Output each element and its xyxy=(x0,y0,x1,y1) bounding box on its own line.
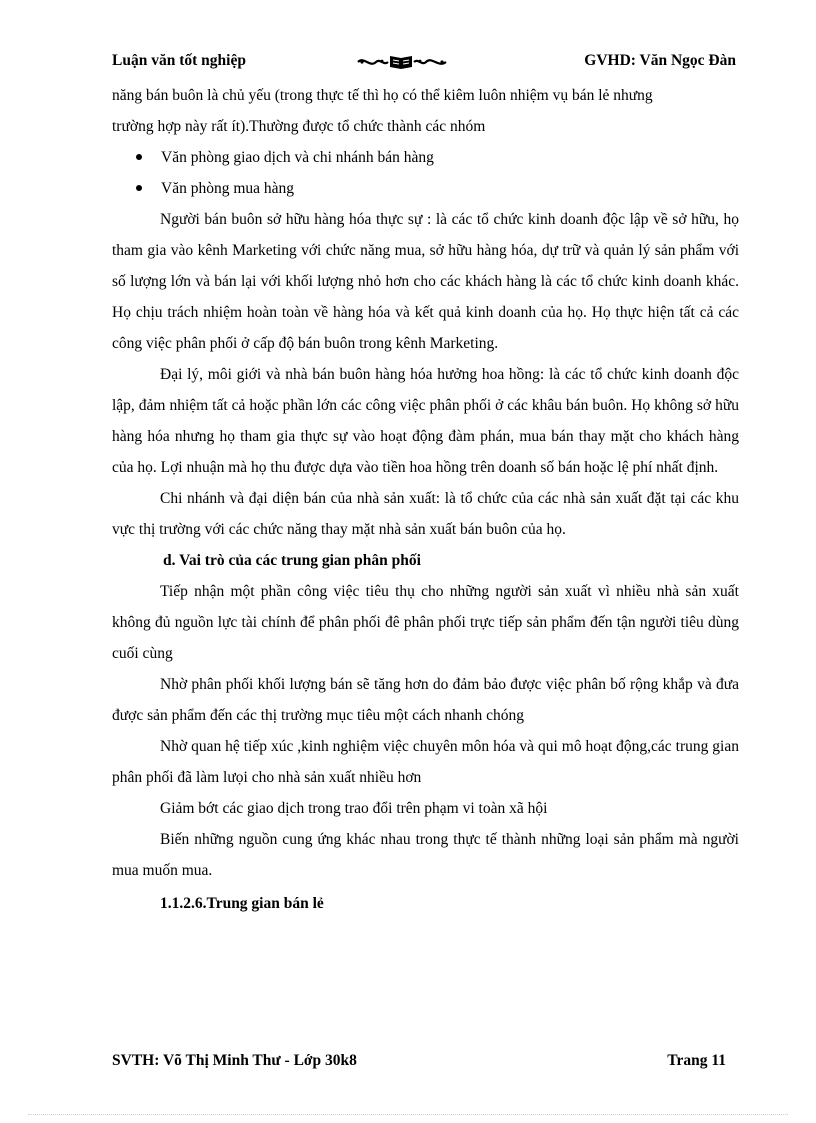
paragraph-role-2: Nhờ phân phối khối lượng bán sẽ tăng hơn do đảm bảo được việc phân bố rộng khắp và đưa được sản phẩm đến các thị trường mục tiêu một cách nhanh chóng xyxy=(112,676,739,724)
bullet-item-text: Văn phòng giao dịch và chi nhánh bán hàng xyxy=(161,149,434,166)
paragraph-role-3: Nhờ quan hệ tiếp xúc ,kinh nghiệm việc chuyên môn hóa và qui mô hoạt động,các trung gian phân phối đã làm lưọi cho nhà sản xuất nhiều hơn xyxy=(112,738,739,786)
paragraph-owner-wholesaler: Người bán buôn sở hữu hàng hóa thực sự : là các tổ chức kinh doanh độc lập về sở hữu, họ tham gia vào kênh Marketing với chức năng mua, sở hữu hàng hóa, dự trữ và quản lý sản phẩm với số lượng lớn và bán lại với khối lượng nhỏ hơn cho các khách hàng là các tổ chức kinh doanh khác. Họ chịu trách nhiệm hoàn toàn về hàng hóa và kết quả kinh doanh của họ. Họ thực hiện tất cả các công việc phân phối ở cấp độ bán buôn trong kênh Marketing. xyxy=(112,211,739,352)
subheading-role-of-intermediaries: d. Vai trò của các trung gian phân phối xyxy=(163,552,421,569)
document-body xyxy=(112,80,739,919)
paragraph-role-1: Tiếp nhận một phần công việc tiêu thụ cho những người sản xuất vì nhiều nhà sản xuất không đủ nguồn lực tài chính để phân phối đê phân phối trực tiếp sản phẩm đến tận người tiêu dùng cuối cùng xyxy=(112,583,739,662)
header-thesis-title: Luận văn tốt nghiệp xyxy=(112,52,246,69)
bullet-item-text: Văn phòng mua hàng xyxy=(161,180,295,197)
footer-page-number: Trang 11 xyxy=(667,1052,726,1069)
page-footer xyxy=(112,1052,726,1074)
paragraph-role-4: Giảm bớt các giao dịch trong trao đổi trên phạm vi toàn xã hội xyxy=(160,800,548,817)
footer-student: SVTH: Võ Thị Minh Thư - Lớp 30k8 xyxy=(112,1052,357,1069)
bullet-dot-icon xyxy=(136,154,142,160)
bullet-item xyxy=(112,173,739,204)
header-advisor: GVHD: Văn Ngọc Đàn xyxy=(584,52,736,69)
paragraph-role-5: Biến những nguồn cung ứng khác nhau trong thực tế thành những loại sản phẩm mà người mua muốn mua. xyxy=(112,831,739,879)
section-heading-retail: 1.1.2.6.Trung gian bán lẻ xyxy=(160,895,324,912)
paragraph-continuation-line2: trường hợp này rất ít).Thường được tổ chức thành các nhóm xyxy=(112,118,486,135)
bullet-item xyxy=(112,142,739,173)
paragraph-continuation-line1: năng bán buôn là chủ yếu (trong thực tế thì họ có thể kiêm luôn nhiệm vụ bán lẻ nhưng xyxy=(112,87,653,104)
paragraph-manufacturer-branches: Chi nhánh và đại diện bán của nhà sản xuất: là tổ chức của các nhà sản xuất đặt tại các khu vực thị trường với các chức năng thay mặt nhà sản xuất bán buôn của họ. xyxy=(112,490,739,538)
paragraph-agents-brokers: Đại lý, môi giới và nhà bán buôn hàng hóa hưởng hoa hồng: là các tổ chức kinh doanh độc lập, đảm nhiệm tất cả hoặc phần lớn các công việc phân phối ở các khâu bán buôn. Họ không sở hữu hàng hóa nhưng họ tham gia thực sự vào hoạt động đàm phán, mua bán thay mặt cho khách hàng của họ. Lợi nhuận mà họ thu được dựa vào tiền hoa hồng trên doanh số bán hoặc lệ phí nhất định. xyxy=(112,366,739,476)
page-header xyxy=(112,52,736,74)
page-edge-divider xyxy=(28,1114,788,1115)
book-ornament-icon xyxy=(356,53,448,71)
bullet-dot-icon xyxy=(136,185,142,191)
